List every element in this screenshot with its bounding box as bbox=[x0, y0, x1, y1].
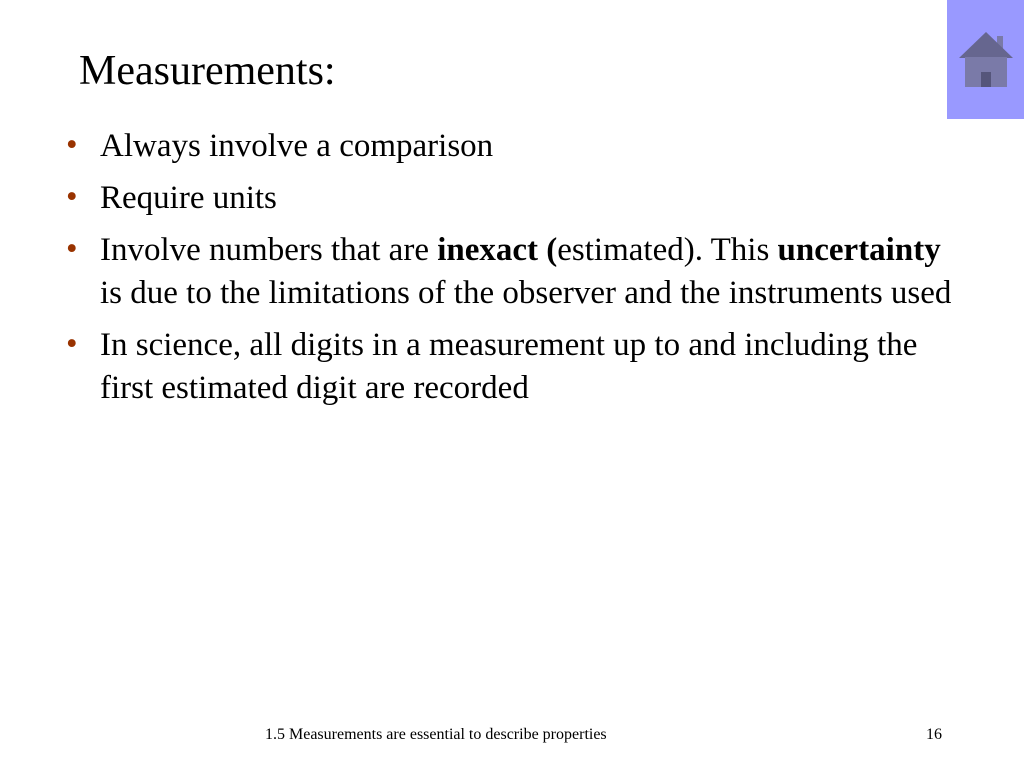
bold-term-inexact: inexact ( bbox=[437, 232, 558, 268]
bold-term-uncertainty: uncertainty bbox=[777, 232, 941, 268]
slide-footer: 1.5 Measurements are essential to describe properties bbox=[265, 726, 607, 743]
bullet-marker: • bbox=[66, 127, 78, 163]
bullet-text: In science, all digits in a measurement up to and including the first estimated digit are recorded bbox=[100, 327, 918, 406]
bullet-text: is due to the limitations of the observer and the instruments used bbox=[100, 275, 952, 311]
bullet-item-3 bbox=[0, 229, 1024, 315]
bullet-text: estimated). This bbox=[557, 232, 778, 268]
home-button[interactable] bbox=[947, 0, 1024, 119]
slide-title: Measurements: bbox=[79, 48, 336, 94]
bullet-list bbox=[0, 125, 1024, 419]
bullet-text: Always involve a comparison bbox=[100, 128, 494, 164]
bullet-marker: • bbox=[66, 326, 78, 362]
bullet-item-4 bbox=[0, 324, 1024, 410]
bullet-text: Require units bbox=[100, 180, 277, 216]
bullet-marker: • bbox=[66, 179, 78, 215]
page-number: 16 bbox=[926, 726, 942, 743]
bullet-text: Involve numbers that are bbox=[100, 232, 438, 268]
bullet-item-2 bbox=[0, 177, 1024, 220]
house-icon bbox=[957, 30, 1015, 90]
bullet-marker: • bbox=[66, 231, 78, 267]
bullet-item-1 bbox=[0, 125, 1024, 168]
